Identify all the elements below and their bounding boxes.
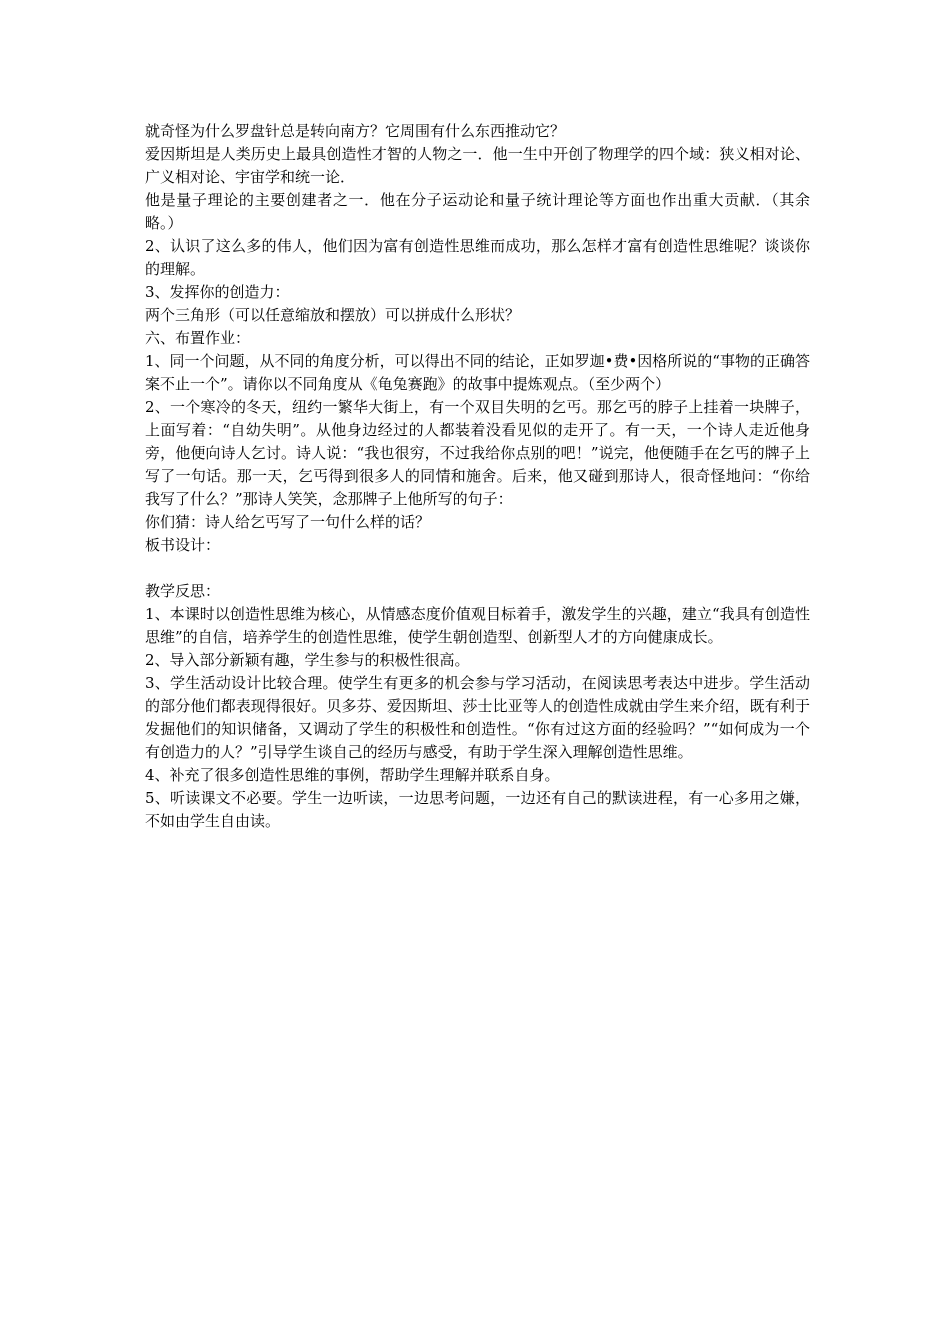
text-paragraph: 2、导入部分新颖有趣，学生参与的积极性很高。 xyxy=(145,651,470,669)
blank-line xyxy=(145,557,810,580)
text-paragraph: 3、发挥你的创造力： xyxy=(145,283,290,301)
text-paragraph: 爱因斯坦是人类历史上最具创造性才智的人物之一．他一生中开创了物理学的四个域：狭义相对论、广义相对论、宇宙学和统一论． xyxy=(145,145,810,186)
section-heading-homework: 六、布置作业： xyxy=(145,329,251,347)
text-paragraph: 4、补充了很多创造性思维的事例，帮助学生理解并联系自身。 xyxy=(145,766,560,784)
text-paragraph: 2、一个寒冷的冬天，纽约一繁华大街上，有一个双目失明的乞丐。那乞丐的脖子上挂着一块牌子，上面写着：“自幼失明”。从他身边经过的人都装着没看见似的走开了。有一天，一个诗人走近他身旁，他便向诗人乞讨。诗人说：“我也很穷，不过我给你点别的吧！”说完，他便随手在乞丐的牌子上写了一句话。那一天，乞丐得到很多人的同情和施舍。后来，他又碰到那诗人，很奇怪地问：“你给我写了什么？”那诗人笑笑，念那牌子上他所写的句子： xyxy=(145,398,810,508)
text-paragraph: 2、认识了这么多的伟人，他们因为富有创造性思维而成功，那么怎样才富有创造性思维呢？谈谈你的理解。 xyxy=(145,237,810,278)
text-paragraph: 5、听读课文不必要。学生一边听读，一边思考问题，一边还有自己的默读进程，有一心多用之嫌，不如由学生自由读。 xyxy=(145,789,810,830)
text-paragraph: 他是量子理论的主要创建者之一．他在分子运动论和量子统计理论等方面也作出重大贡献．（其余略。） xyxy=(145,191,810,232)
text-paragraph: 1、同一个问题，从不同的角度分析，可以得出不同的结论，正如罗迦•费•因格所说的“事物的正确答案不止一个”。请你以不同角度从《龟兔赛跑》的故事中提炼观点。（至少两个） xyxy=(145,352,810,393)
text-paragraph: 1、本课时以创造性思维为核心，从情感态度价值观目标着手，激发学生的兴趣，建立“我具有创造性思维”的自信，培养学生的创造性思维，使学生朝创造型、创新型人才的方向健康成长。 xyxy=(145,605,810,646)
text-paragraph: 两个三角形（可以任意缩放和摆放）可以拼成什么形状？ xyxy=(145,306,521,324)
section-heading-reflection: 教学反思： xyxy=(145,582,221,600)
document-body xyxy=(145,120,810,833)
section-heading-board-design: 板书设计： xyxy=(145,536,221,554)
text-paragraph: 你们猜：诗人给乞丐写了一句什么样的话？ xyxy=(145,513,431,531)
text-paragraph: 3、学生活动设计比较合理。使学生有更多的机会参与学习活动，在阅读思考表达中进步。学生活动的部分他们都表现得很好。贝多芬、爱因斯坦、莎士比亚等人的创造性成就由学生来介绍，既有利于发掘他们的知识储备，又调动了学生的积极性和创造性。“你有过这方面的经验吗？”“如何成为一个有创造力的人？”引导学生谈自己的经历与感受，有助于学生深入理解创造性思维。 xyxy=(145,674,810,761)
text-paragraph: 就奇怪为什么罗盘针总是转向南方？它周围有什么东西推动它？ xyxy=(145,122,566,140)
